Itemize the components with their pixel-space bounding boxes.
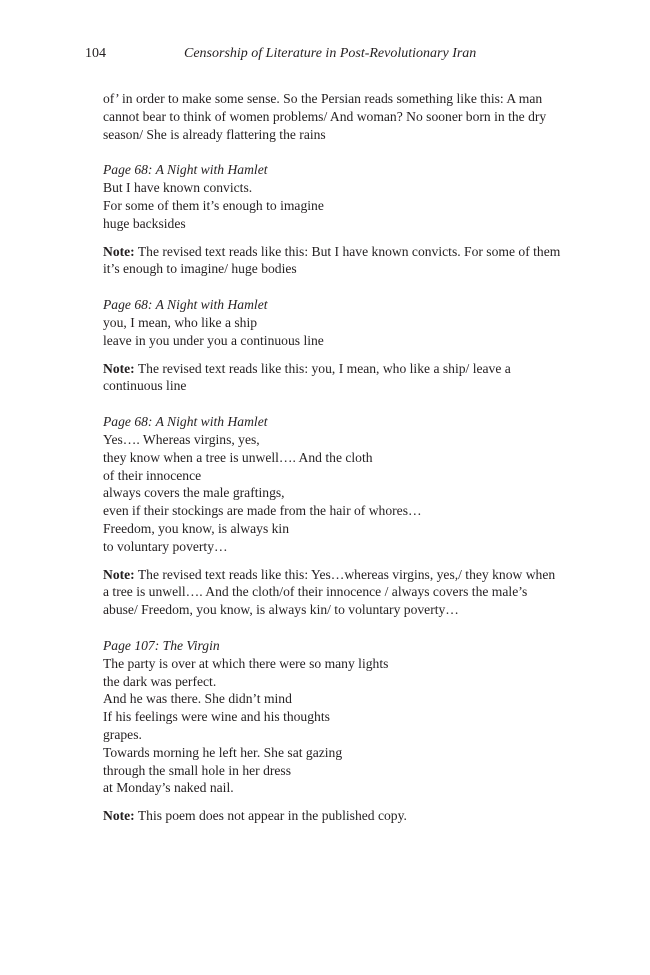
section-caption: Page 107: The Virgin bbox=[103, 637, 220, 653]
note-text: The revised text reads like this: Yes…whereas virgins, yes,/ they know when a tree is unwell…. And the cloth/of their innocence / always covers the male’s abuse/ Freedom, you know, is always kin/ to voluntary poverty… bbox=[103, 566, 556, 618]
verse-line: Towards morning he left her. She sat gazing bbox=[103, 744, 343, 760]
verse-block bbox=[103, 314, 563, 350]
section bbox=[103, 637, 563, 825]
verse-block bbox=[103, 431, 563, 556]
note-paragraph bbox=[103, 243, 563, 279]
section-caption: Page 68: A Night with Hamlet bbox=[103, 297, 268, 313]
verse-line: If his feelings were wine and his thoughts bbox=[103, 709, 330, 725]
note-text: The revised text reads like this: you, I mean, who like a ship/ leave a continuous line bbox=[103, 360, 511, 394]
note-paragraph bbox=[103, 566, 563, 619]
running-title: Censorship of Literature in Post-Revolutionary Iran bbox=[184, 46, 477, 61]
verse-line: at Monday’s naked nail. bbox=[103, 780, 234, 796]
verse-block bbox=[103, 179, 563, 232]
note-label: Note: bbox=[103, 243, 135, 259]
verse-line: But I have known convicts. bbox=[103, 180, 253, 196]
verse-line: they know when a tree is unwell…. And the cloth bbox=[103, 449, 373, 465]
verse-line: grapes. bbox=[103, 726, 142, 742]
note-label: Note: bbox=[103, 566, 135, 582]
page-number: 104 bbox=[85, 46, 106, 61]
running-header bbox=[0, 46, 650, 66]
note-text: The revised text reads like this: But I have known convicts. For some of them it’s enough to imagine/ huge bodies bbox=[103, 243, 561, 277]
verse-line: And he was there. She didn’t mind bbox=[103, 691, 292, 707]
verse-block bbox=[103, 655, 563, 797]
verse-line: always covers the male graftings, bbox=[103, 485, 285, 501]
verse-line: huge backsides bbox=[103, 215, 186, 231]
verse-line: of their innocence bbox=[103, 467, 202, 483]
note-label: Note: bbox=[103, 360, 135, 376]
verse-line: the dark was perfect. bbox=[103, 673, 217, 689]
note-paragraph bbox=[103, 360, 563, 396]
intro-paragraph: of’ in order to make some sense. So the Persian reads something like this: A man cannot bear to think of women problems/ And woman? No sooner born in the dry season/ She is already flattering the rains bbox=[103, 91, 547, 142]
verse-line: you, I mean, who like a ship bbox=[103, 314, 258, 330]
section-caption: Page 68: A Night with Hamlet bbox=[103, 162, 268, 178]
section bbox=[103, 296, 563, 395]
section-caption: Page 68: A Night with Hamlet bbox=[103, 414, 268, 430]
verse-line: to voluntary poverty… bbox=[103, 538, 228, 554]
note-paragraph bbox=[103, 807, 563, 825]
verse-line: Yes…. Whereas virgins, yes, bbox=[103, 431, 260, 447]
note-text: This poem does not appear in the published copy. bbox=[134, 808, 407, 824]
section bbox=[103, 413, 563, 619]
verse-line: For some of them it’s enough to imagine bbox=[103, 197, 324, 213]
verse-line: through the small hole in her dress bbox=[103, 762, 292, 778]
verse-line: even if their stockings are made from the hair of whores… bbox=[103, 503, 422, 519]
note-label: Note: bbox=[103, 808, 135, 824]
section bbox=[103, 161, 563, 278]
verse-line: The party is over at which there were so many lights bbox=[103, 655, 389, 671]
page-body bbox=[103, 90, 563, 825]
verse-line: leave in you under you a continuous line bbox=[103, 332, 324, 348]
verse-line: Freedom, you know, is always kin bbox=[103, 520, 290, 536]
